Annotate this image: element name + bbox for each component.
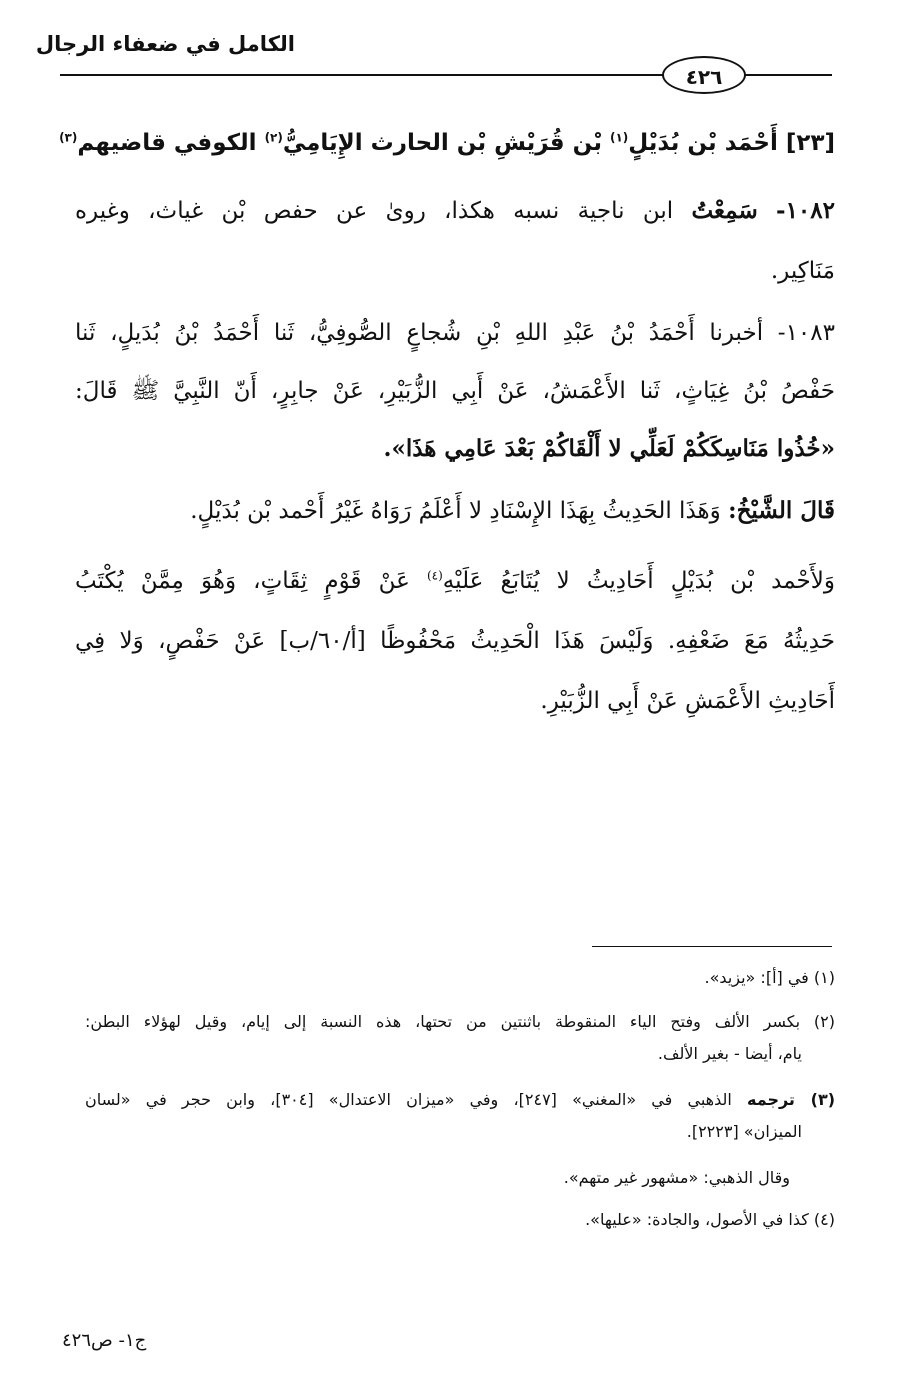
paragraph-1083-line-2: حَفْصُ بْنُ غِيَاثٍ، ثَنا الأَعْمَشُ، عَنْ أَبِي الزُّبَيْرِ، عَنْ جابِرٍ، أَنّ النَّبِيَّ ﷺ قَالَ: (75, 378, 835, 404)
footnote-ref-1: (١) (609, 130, 629, 145)
sheikh-label: قَالَ الشَّيْخُ: (728, 497, 835, 524)
entry-number: [٢٣] (785, 130, 835, 156)
entry-name-part2: بْن قُرَيْشِ بْن الحارث الإِيَامِيُّ (282, 130, 602, 156)
paragraph-1083-line-1: ١٠٨٣- أخبرنا أَحْمَدُ بْنُ عَبْدِ اللهِ بْنِ شُجاعٍ الصُّوفِيُّ، ثَنا أَحْمَدُ بْنُ بُدَيلٍ، ثَنا (75, 320, 835, 346)
sheikh-text: وَهَذَا الحَدِيثُ بِهَذَا الإِسْنَادِ لا أَعْلَمُ رَوَاهُ غَيْرُ أَحْمد بْن بُدَيْلٍ. (190, 498, 721, 524)
footnote-2-line-2: يام، أيضا - بغير الألف. (657, 1044, 802, 1063)
ahmad-text-b: عَنْ قَوْمٍ ثِقَاتٍ، وَهُوَ مِمَّنْ يُكْتَبُ (75, 568, 410, 594)
ahmad-paragraph-line-2: حَدِيثُهُ مَعَ ضَعْفِهِ. وَلَيْسَ هَذَا الْحَدِيثُ مَحْفُوظًا [أ/٦٠/ب] عَنْ حَفْصٍ، وَلا فِي (75, 628, 835, 654)
footnote-separator (592, 946, 832, 947)
footnote-3-label: (٣) ترجمه (747, 1090, 836, 1109)
footnote-ref-4: (٤) (426, 568, 443, 583)
page-footer: ج١- ص٤٢٦ (62, 1330, 147, 1351)
paragraph-1082-line-2: مَنَاكِير. (770, 258, 835, 284)
footnote-3-line-3: وقال الذهبي: «مشهور غير متهم». (563, 1168, 790, 1187)
sami-tu-word: سَمِعْتُ (691, 197, 758, 224)
entry-heading (59, 126, 835, 160)
ahmad-paragraph-line-1 (75, 564, 835, 598)
footnote-3-line-1 (85, 1086, 835, 1114)
sheikh-statement (190, 494, 835, 528)
footnote-ref-2: (٢) (264, 130, 283, 145)
paragraph-1082-line-1 (75, 194, 835, 228)
ahmad-paragraph-line-3: أَحَادِيثِ الأَعْمَشِ عَنْ أَبِي الزُّبَيْرِ. (540, 688, 835, 714)
page-number-badge: ٤٢٦ (662, 56, 746, 94)
footnote-4: (٤) كذا في الأصول، والجادة: «عليها». (585, 1210, 835, 1229)
footnote-ref-3: (٣) (59, 130, 78, 145)
entry-name-part3: الكوفي قاضيهم (77, 130, 257, 156)
paragraph-1082-text: ابن ناجية نسبه هكذا، روىٰ عن حفص بْن غياث، وغيره (75, 198, 674, 224)
footnote-2-line-1: (٢) بكسر الألف وفتح الياء المنقوطة باثنتين من تحتها، هذه النسبة إلى إيام، وقيل لهؤلاء البطن: (85, 1012, 835, 1031)
footnote-3-text: الذهبي في «المغني» [٢٤٧]، وفي «ميزان الاعتدال» [٣٠٤]، وابن حجر في «لسان (85, 1090, 732, 1109)
running-header-title: الكامل في ضعفاء الرجال (35, 32, 295, 56)
footnote-3-line-2: الميزان» [٢٢٢٣]. (686, 1122, 802, 1141)
hadith-text: «خُذُوا مَنَاسِكَكُمْ لَعَلِّي لا أَلْقَاكُمْ بَعْدَ عَامِي هَذَا». (383, 435, 835, 462)
footnote-1: (١) في [أ]: «يزيد». (704, 968, 835, 987)
ahmad-text-a: وَلأَحْمد بْن بُدَيْلٍ أَحَادِيثُ لا يُتَابَعُ عَلَيْهِ (442, 568, 835, 594)
hadith-number-1082: ١٠٨٢- (776, 197, 835, 224)
entry-name-part1: أَحْمَد بْن بُدَيْلٍ (628, 130, 778, 156)
